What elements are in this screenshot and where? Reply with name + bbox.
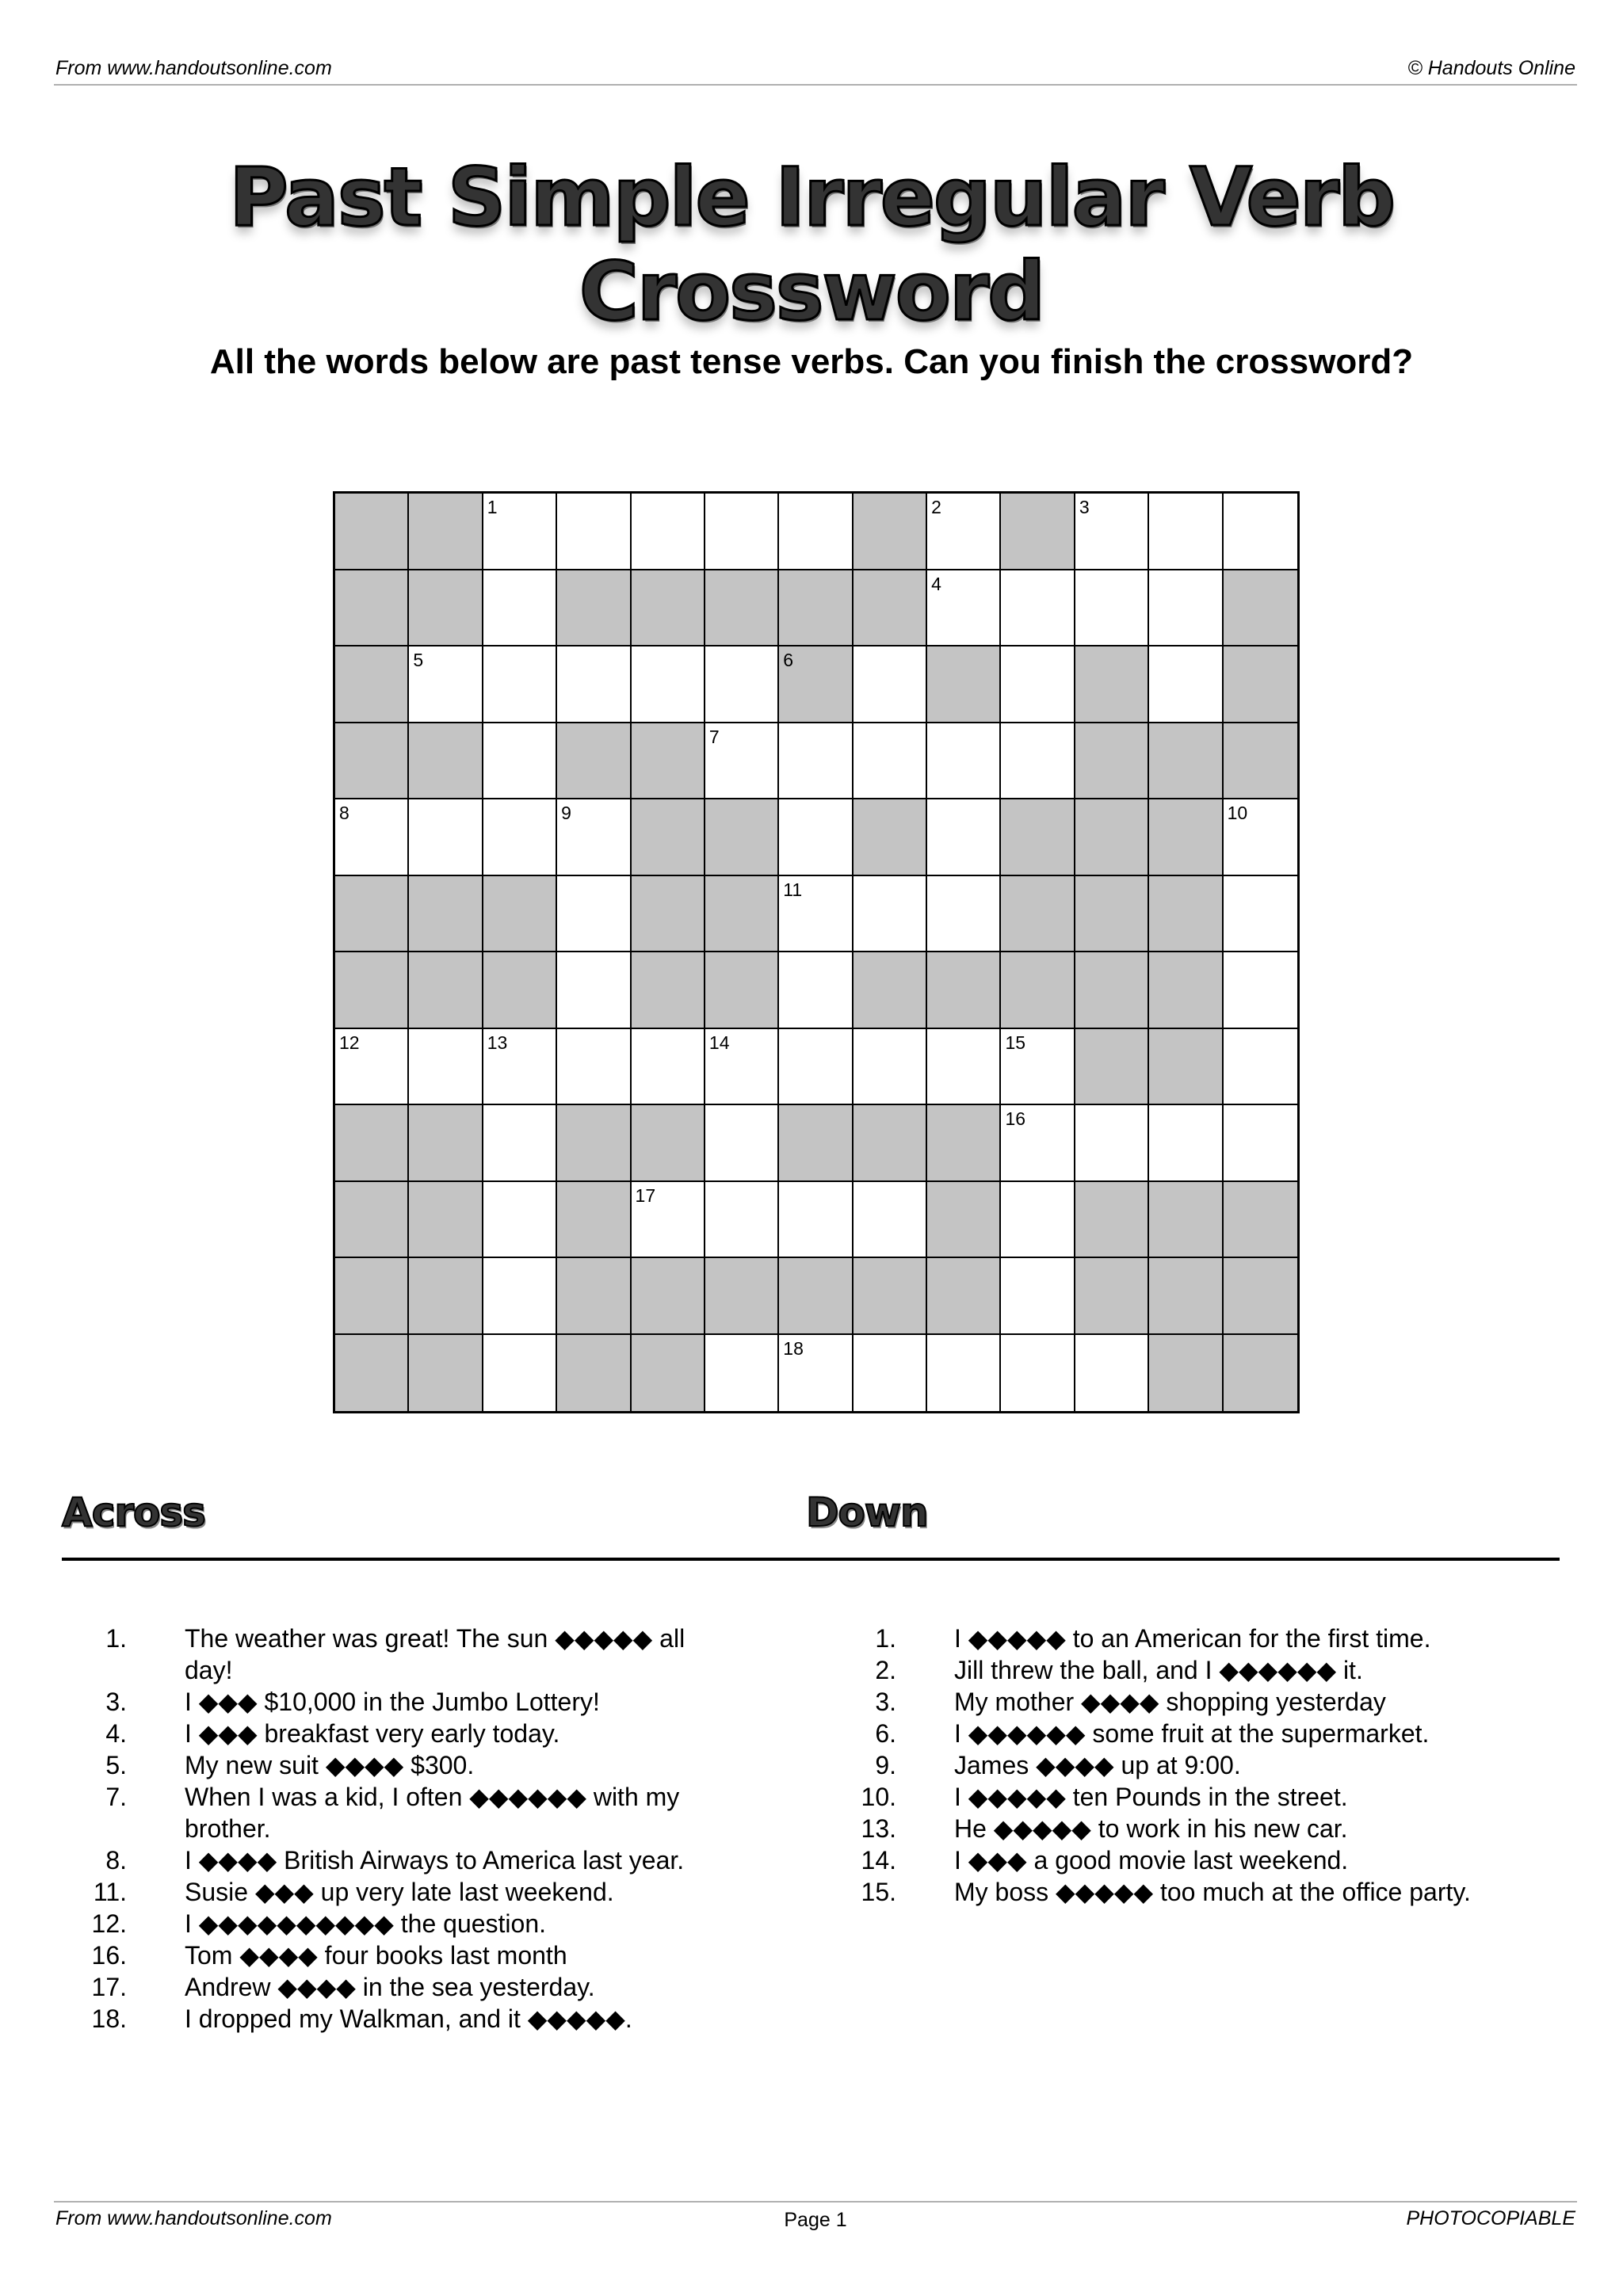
- answer-cell[interactable]: [483, 723, 557, 800]
- clue-number: 4.: [105, 1719, 127, 1748]
- answer-cell[interactable]: [1224, 799, 1297, 876]
- clue-number: 16: [1005, 1108, 1026, 1129]
- blocked-cell: [927, 1105, 1001, 1182]
- blocked-cell: [854, 494, 927, 570]
- page-title: Past Simple Irregular Verb Crossword: [228, 151, 1395, 339]
- clue-text: Susie ◆◆◆ up very late last weekend.: [185, 1878, 614, 1906]
- blocked-cell: [409, 723, 483, 800]
- answer-cell[interactable]: [632, 1182, 705, 1259]
- answer-cell[interactable]: [409, 1029, 483, 1106]
- answer-cell[interactable]: [854, 1029, 927, 1106]
- clue-number: 16.: [91, 1941, 127, 1970]
- blocked-cell: [632, 570, 705, 647]
- clue-text: When I was a kid, I often ◆◆◆◆◆◆ with my brother.: [185, 1783, 680, 1843]
- clue-text: I ◆◆◆◆ British Airways to America last year.: [185, 1846, 685, 1875]
- blocked-cell: [557, 1105, 631, 1182]
- blocked-cell: [409, 570, 483, 647]
- across-clue: [63, 1844, 739, 1876]
- clue-text: I ◆◆◆ breakfast very early today.: [185, 1719, 560, 1748]
- blocked-cell: [1001, 876, 1075, 953]
- answer-cell[interactable]: [632, 646, 705, 723]
- answer-cell[interactable]: [1224, 952, 1297, 1029]
- clue-number: 2: [931, 497, 941, 517]
- blocked-cell: [1149, 723, 1223, 800]
- answer-cell[interactable]: [1075, 494, 1149, 570]
- clue-text: The weather was great! The sun ◆◆◆◆◆ all day!: [185, 1624, 685, 1684]
- blocked-cell: [409, 494, 483, 570]
- answer-cell[interactable]: [557, 952, 631, 1029]
- down-clue: [833, 1623, 1525, 1654]
- blocked-cell: [854, 1105, 927, 1182]
- blocked-cell: [1075, 646, 1149, 723]
- down-clue: [833, 1876, 1525, 1908]
- blocked-cell: [335, 952, 409, 1029]
- clue-number: 15: [1005, 1032, 1026, 1053]
- clue-number: 11: [783, 879, 803, 900]
- blocked-cell: [335, 646, 409, 723]
- answer-cell[interactable]: [927, 1029, 1001, 1106]
- blocked-cell: [1224, 1182, 1297, 1259]
- answer-cell[interactable]: [1001, 570, 1075, 647]
- answer-cell[interactable]: [779, 1182, 853, 1259]
- blocked-cell: [335, 1182, 409, 1259]
- clue-number: 5: [413, 650, 424, 670]
- answer-cell[interactable]: [854, 876, 927, 953]
- answer-cell[interactable]: [927, 494, 1001, 570]
- answer-cell[interactable]: [483, 646, 557, 723]
- header-copyright: © Handouts Online: [1407, 57, 1575, 79]
- answer-cell[interactable]: [557, 646, 631, 723]
- across-clue: [63, 1749, 739, 1781]
- answer-cell[interactable]: [483, 1029, 557, 1106]
- answer-cell[interactable]: [483, 494, 557, 570]
- clue-number: 1: [487, 497, 498, 517]
- answer-cell[interactable]: [335, 799, 409, 876]
- clue-number: 15.: [861, 1878, 896, 1906]
- clue-number: 1.: [105, 1624, 127, 1653]
- blocked-cell: [409, 952, 483, 1029]
- answer-cell[interactable]: [927, 570, 1001, 647]
- answer-cell[interactable]: [632, 494, 705, 570]
- answer-cell[interactable]: [1075, 570, 1149, 647]
- clue-text: My new suit ◆◆◆◆ $300.: [185, 1751, 475, 1779]
- across-clue: [63, 2003, 739, 2035]
- blocked-cell: [705, 1258, 779, 1335]
- blocked-cell: [854, 1258, 927, 1335]
- answer-cell[interactable]: [705, 494, 779, 570]
- clue-number: 17: [635, 1184, 656, 1206]
- answer-cell[interactable]: [779, 723, 853, 800]
- down-clue: [833, 1813, 1525, 1844]
- blocked-cell: [1149, 1335, 1223, 1412]
- answer-cell[interactable]: [705, 1182, 779, 1259]
- clue-number: 3: [1079, 497, 1090, 517]
- answer-cell[interactable]: [1224, 1105, 1297, 1182]
- answer-cell[interactable]: [854, 1335, 927, 1412]
- answer-cell[interactable]: [1224, 876, 1297, 953]
- blocked-cell: [409, 1335, 483, 1412]
- blocked-cell: [1075, 1182, 1149, 1259]
- blocked-cell: [409, 1105, 483, 1182]
- blocked-cell: [335, 876, 409, 953]
- answer-cell[interactable]: [1001, 1335, 1075, 1412]
- blocked-cell: [335, 1335, 409, 1412]
- blocked-cell: [1224, 646, 1297, 723]
- blocked-cell: [632, 876, 705, 953]
- blocked-cell: [1149, 799, 1223, 876]
- clue-text: My boss ◆◆◆◆◆ too much at the office party.: [954, 1878, 1471, 1906]
- across-clue: [63, 1686, 739, 1718]
- answer-cell[interactable]: [1149, 646, 1223, 723]
- across-heading: Across: [62, 1489, 205, 1535]
- down-clue: [833, 1781, 1525, 1813]
- blocked-cell: [779, 646, 853, 723]
- answer-cell[interactable]: [1001, 1105, 1075, 1182]
- answer-cell[interactable]: [483, 1182, 557, 1259]
- blocked-cell: [1224, 570, 1297, 647]
- clue-number: 18.: [91, 2004, 127, 2033]
- blocked-cell: [779, 1105, 853, 1182]
- answer-cell[interactable]: [483, 1258, 557, 1335]
- answer-cell[interactable]: [927, 723, 1001, 800]
- across-clue: [63, 1908, 739, 1939]
- blocked-cell: [483, 876, 557, 953]
- blocked-cell: [335, 1258, 409, 1335]
- clue-number: 1.: [875, 1624, 896, 1653]
- clue-number: 6: [783, 650, 794, 670]
- section-divider: [62, 1558, 1560, 1561]
- blocked-cell: [335, 723, 409, 800]
- clue-number: 4: [931, 573, 941, 594]
- answer-cell[interactable]: [1224, 1029, 1297, 1106]
- blocked-cell: [1149, 1258, 1223, 1335]
- blocked-cell: [779, 1258, 853, 1335]
- answer-cell[interactable]: [779, 494, 853, 570]
- blocked-cell: [705, 952, 779, 1029]
- blocked-cell: [557, 1335, 631, 1412]
- answer-cell[interactable]: [409, 646, 483, 723]
- answer-cell[interactable]: [1001, 723, 1075, 800]
- down-clue: [833, 1844, 1525, 1876]
- blocked-cell: [335, 494, 409, 570]
- answer-cell[interactable]: [705, 1105, 779, 1182]
- answer-cell[interactable]: [927, 876, 1001, 953]
- answer-cell[interactable]: [557, 876, 631, 953]
- answer-cell[interactable]: [1075, 1105, 1149, 1182]
- clue-text: My mother ◆◆◆◆ shopping yesterday: [954, 1688, 1386, 1716]
- clue-number: 11.: [93, 1878, 127, 1906]
- clue-text: I ◆◆◆◆◆◆ some fruit at the supermarket.: [954, 1719, 1430, 1748]
- blocked-cell: [854, 570, 927, 647]
- clue-text: Andrew ◆◆◆◆ in the sea yesterday.: [185, 1973, 595, 2001]
- blocked-cell: [335, 570, 409, 647]
- clue-number: 10: [1227, 803, 1248, 823]
- blocked-cell: [1001, 799, 1075, 876]
- clue-number: 8.: [105, 1846, 127, 1875]
- blocked-cell: [1149, 876, 1223, 953]
- blocked-cell: [557, 1182, 631, 1259]
- answer-cell[interactable]: [1149, 570, 1223, 647]
- clue-number: 13: [487, 1032, 508, 1053]
- answer-cell[interactable]: [927, 799, 1001, 876]
- answer-cell[interactable]: [854, 723, 927, 800]
- answer-cell[interactable]: [705, 1335, 779, 1412]
- clue-number: 9: [561, 803, 571, 823]
- answer-cell[interactable]: [705, 1029, 779, 1106]
- answer-cell[interactable]: [854, 1182, 927, 1259]
- blocked-cell: [557, 723, 631, 800]
- clue-text: I dropped my Walkman, and it ◆◆◆◆◆.: [185, 2004, 632, 2033]
- clue-number: 17.: [91, 1973, 127, 2001]
- answer-cell[interactable]: [779, 876, 853, 953]
- across-clue: [63, 1781, 739, 1844]
- blocked-cell: [705, 799, 779, 876]
- blocked-cell: [1149, 1182, 1223, 1259]
- blocked-cell: [1224, 1258, 1297, 1335]
- blocked-cell: [1075, 952, 1149, 1029]
- clue-number: 2.: [875, 1656, 896, 1684]
- blocked-cell: [1075, 723, 1149, 800]
- across-clue-list: [63, 1623, 739, 2035]
- clue-number: 7.: [105, 1783, 127, 1811]
- blocked-cell: [632, 1335, 705, 1412]
- across-clue: [63, 1718, 739, 1749]
- down-clue-list: [833, 1623, 1525, 1908]
- clue-number: 14: [708, 1032, 730, 1053]
- footer-source: From www.handoutsonline.com: [55, 2207, 332, 2229]
- blocked-cell: [1075, 876, 1149, 953]
- across-clue: [63, 1939, 739, 1971]
- answer-cell[interactable]: [1149, 494, 1223, 570]
- clue-number: 9.: [875, 1751, 896, 1779]
- blocked-cell: [1149, 1029, 1223, 1106]
- answer-cell[interactable]: [1001, 646, 1075, 723]
- clue-text: James ◆◆◆◆ up at 9:00.: [954, 1751, 1241, 1779]
- instructions: All the words below are past tense verbs. Can you finish the crossword?: [209, 342, 1414, 381]
- answer-cell[interactable]: [779, 799, 853, 876]
- blocked-cell: [705, 570, 779, 647]
- blocked-cell: [632, 723, 705, 800]
- blocked-cell: [927, 646, 1001, 723]
- blocked-cell: [632, 1105, 705, 1182]
- blocked-cell: [409, 876, 483, 953]
- blocked-cell: [854, 952, 927, 1029]
- answer-cell[interactable]: [1149, 1105, 1223, 1182]
- clue-number: 13.: [861, 1814, 896, 1843]
- blocked-cell: [1075, 1258, 1149, 1335]
- blocked-cell: [632, 799, 705, 876]
- blocked-cell: [1224, 723, 1297, 800]
- answer-cell[interactable]: [1224, 494, 1297, 570]
- answer-cell[interactable]: [409, 799, 483, 876]
- blocked-cell: [557, 1258, 631, 1335]
- blocked-cell: [483, 952, 557, 1029]
- answer-cell[interactable]: [705, 723, 779, 800]
- blocked-cell: [557, 570, 631, 647]
- answer-cell[interactable]: [335, 1029, 409, 1106]
- clue-number: 5.: [105, 1751, 127, 1779]
- down-clue: [833, 1749, 1525, 1781]
- crossword-grid: [333, 491, 1300, 1413]
- clue-text: I ◆◆◆ $10,000 in the Jumbo Lottery!: [185, 1688, 600, 1716]
- blocked-cell: [1075, 1029, 1149, 1106]
- clue-text: I ◆◆◆◆◆◆◆◆◆◆ the question.: [185, 1909, 547, 1938]
- blocked-cell: [705, 876, 779, 953]
- blocked-cell: [779, 570, 853, 647]
- page-header: [54, 55, 1577, 86]
- clue-text: I ◆◆◆◆◆ ten Pounds in the street.: [954, 1783, 1348, 1811]
- page-footer: [54, 2201, 1577, 2231]
- blocked-cell: [927, 1182, 1001, 1259]
- blocked-cell: [927, 1258, 1001, 1335]
- blocked-cell: [632, 952, 705, 1029]
- blocked-cell: [1001, 494, 1075, 570]
- answer-cell[interactable]: [557, 1029, 631, 1106]
- clue-number: 3.: [105, 1688, 127, 1716]
- answer-cell[interactable]: [483, 570, 557, 647]
- down-clue: [833, 1686, 1525, 1718]
- down-heading: Down: [806, 1489, 928, 1535]
- blocked-cell: [1149, 952, 1223, 1029]
- clue-number: 14.: [861, 1846, 896, 1875]
- answer-cell[interactable]: [854, 646, 927, 723]
- clue-number: 18: [783, 1337, 804, 1359]
- across-clue: [63, 1876, 739, 1908]
- answer-cell[interactable]: [1001, 1029, 1075, 1106]
- clue-number: 12.: [91, 1909, 127, 1938]
- footer-page-number: Page 1: [784, 2209, 847, 2231]
- answer-cell[interactable]: [1075, 1335, 1149, 1412]
- answer-cell[interactable]: [779, 952, 853, 1029]
- clue-text: He ◆◆◆◆◆ to work in his new car.: [954, 1814, 1348, 1843]
- clue-text: Tom ◆◆◆◆ four books last month: [185, 1941, 567, 1970]
- clue-number: 12: [339, 1032, 360, 1053]
- clue-text: I ◆◆◆ a good movie last weekend.: [954, 1846, 1349, 1875]
- answer-cell[interactable]: [483, 799, 557, 876]
- clue-number: 6.: [875, 1719, 896, 1748]
- answer-cell[interactable]: [1001, 1258, 1075, 1335]
- down-clue: [833, 1718, 1525, 1749]
- clue-text: Jill threw the ball, and I ◆◆◆◆◆◆ it.: [954, 1656, 1363, 1684]
- across-clue: [63, 1971, 739, 2003]
- blocked-cell: [1224, 1335, 1297, 1412]
- answer-cell[interactable]: [779, 1029, 853, 1106]
- footer-photocopiable: PHOTOCOPIABLE: [1406, 2207, 1575, 2229]
- clue-text: I ◆◆◆◆◆ to an American for the first time.: [954, 1624, 1431, 1653]
- answer-cell[interactable]: [779, 1335, 853, 1412]
- blocked-cell: [409, 1182, 483, 1259]
- answer-cell[interactable]: [1001, 1182, 1075, 1259]
- clue-number: 10.: [861, 1783, 896, 1811]
- answer-cell[interactable]: [483, 1335, 557, 1412]
- clue-number: 3.: [875, 1688, 896, 1716]
- header-source: From www.handoutsonline.com: [55, 57, 332, 79]
- answer-cell[interactable]: [557, 799, 631, 876]
- blocked-cell: [335, 1105, 409, 1182]
- title-container: [0, 151, 1623, 339]
- down-clue: [833, 1654, 1525, 1686]
- answer-cell[interactable]: [632, 1029, 705, 1106]
- answer-cell[interactable]: [927, 1335, 1001, 1412]
- blocked-cell: [632, 1258, 705, 1335]
- answer-cell[interactable]: [705, 646, 779, 723]
- clue-number: 8: [339, 803, 349, 823]
- blocked-cell: [409, 1258, 483, 1335]
- blocked-cell: [927, 952, 1001, 1029]
- clue-number: 7: [708, 726, 720, 747]
- blocked-cell: [1075, 799, 1149, 876]
- across-clue: [63, 1623, 739, 1686]
- blocked-cell: [854, 799, 927, 876]
- answer-cell[interactable]: [557, 494, 631, 570]
- answer-cell[interactable]: [483, 1105, 557, 1182]
- blocked-cell: [1001, 952, 1075, 1029]
